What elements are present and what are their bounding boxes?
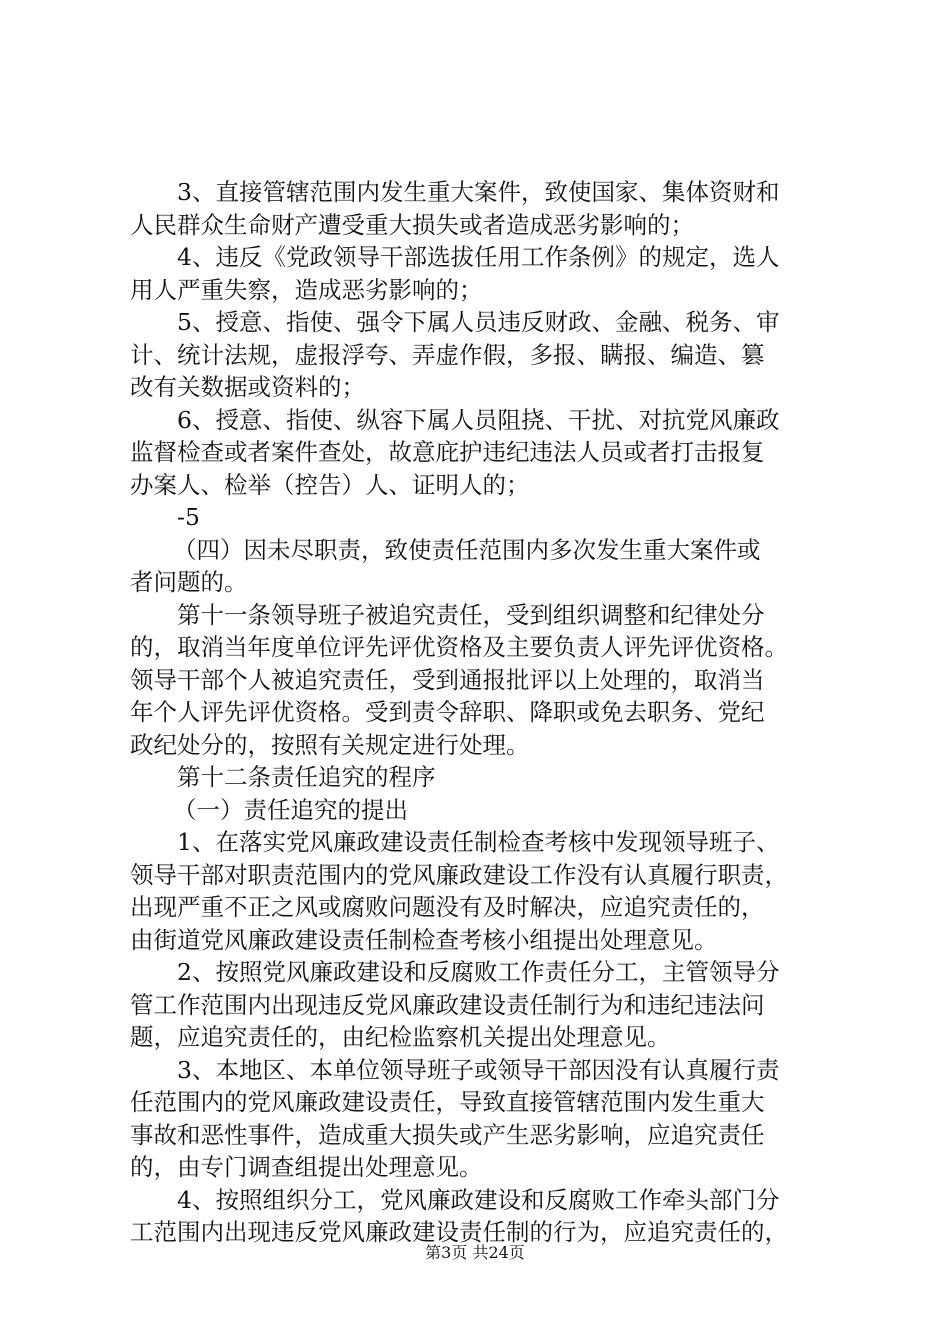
- text-line: 事故和恶性事件，造成重大损失或产生恶劣影响，应追究责任: [130, 1120, 765, 1149]
- text-line: 2、按照党风廉政建设和反腐败工作责任分工，主管领导分: [177, 958, 780, 986]
- page-marker: -5: [177, 503, 200, 531]
- text-line: 3、直接管辖范围内发生重大案件，致使国家、集体资财和: [177, 178, 780, 206]
- text-line: 由街道党风廉政建设责任制检查考核小组提出处理意见。: [130, 925, 718, 954]
- text-line: 出现严重不正之风或腐败问题没有及时解决，应追究责任的，: [130, 893, 765, 921]
- text-line: 的，由专门调查组提出处理意见。: [130, 1153, 483, 1181]
- text-line: 年个人评先评优资格。受到责令辞职、降职或免去职务、党纪: [130, 698, 765, 726]
- text-line: 计、统计法规，虚报浮夸、弄虚作假，多报、瞒报、编造、篡: [130, 340, 765, 369]
- text-line: 管工作范围内出现违反党风廉政建设责任制行为和违纪违法问: [130, 990, 765, 1019]
- text-line: 第十一条领导班子被追究责任，受到组织调整和纪律处分: [177, 600, 765, 629]
- text-line: 人民群众生命财产遭受重大损失或者造成恶劣影响的；: [130, 210, 694, 239]
- subsection-heading: （一）责任追究的提出: [173, 795, 408, 824]
- text-line: （四）因未尽职责，致使责任范围内多次发生重大案件或: [173, 535, 761, 564]
- text-line: 5、授意、指使、强令下属人员违反财政、金融、税务、审: [177, 308, 780, 336]
- text-line: 4、按照组织分工，党风廉政建设和反腐败工作牵头部门分: [177, 1185, 780, 1214]
- text-line: 工范围内出现违反党风廉政建设责任制的行为，应追究责任的，: [130, 1218, 788, 1246]
- text-line: 领导干部个人被追究责任，受到通报批评以上处理的，取消当: [130, 665, 765, 694]
- text-line: 的，取消当年度单位评先评优资格及主要负责人评先评优资格。: [130, 633, 788, 661]
- text-line: 政纪处分的，按照有关规定进行处理。: [130, 730, 530, 759]
- section-heading: 第十二条责任追究的程序: [177, 763, 436, 791]
- document-body: [130, 176, 830, 1249]
- text-line: 任范围内的党风廉政建设责任，导致直接管辖范围内发生重大: [130, 1088, 765, 1116]
- text-line: 用人严重失察，造成恶劣影响的；: [130, 275, 483, 304]
- text-line: 6、授意、指使、纵容下属人员阻挠、干扰、对抗党风廉政: [177, 405, 780, 434]
- text-line: 者问题的。: [130, 568, 248, 596]
- text-line: 监督检查或者案件查处，故意庇护违纪违法人员或者打击报复: [130, 438, 765, 466]
- text-line: 1、在落实党风廉政建设责任制检查考核中发现领导班子、: [177, 828, 780, 856]
- text-line: 领导干部对职责范围内的党风廉政建设工作没有认真履行职责，: [130, 860, 788, 889]
- text-line: 3、本地区、本单位领导班子或领导干部因没有认真履行责: [177, 1055, 780, 1084]
- text-line: 办案人、检举（控告）人、证明人的；: [130, 470, 530, 499]
- text-line: 4、违反《党政领导干部选拔任用工作条例》的规定，选人: [177, 243, 780, 271]
- text-line: 题，应追究责任的，由纪检监察机关提出处理意见。: [130, 1023, 671, 1051]
- text-line: 改有关数据或资料的；: [130, 373, 365, 401]
- page-number-footer: 第3页 共24页: [425, 1243, 525, 1262]
